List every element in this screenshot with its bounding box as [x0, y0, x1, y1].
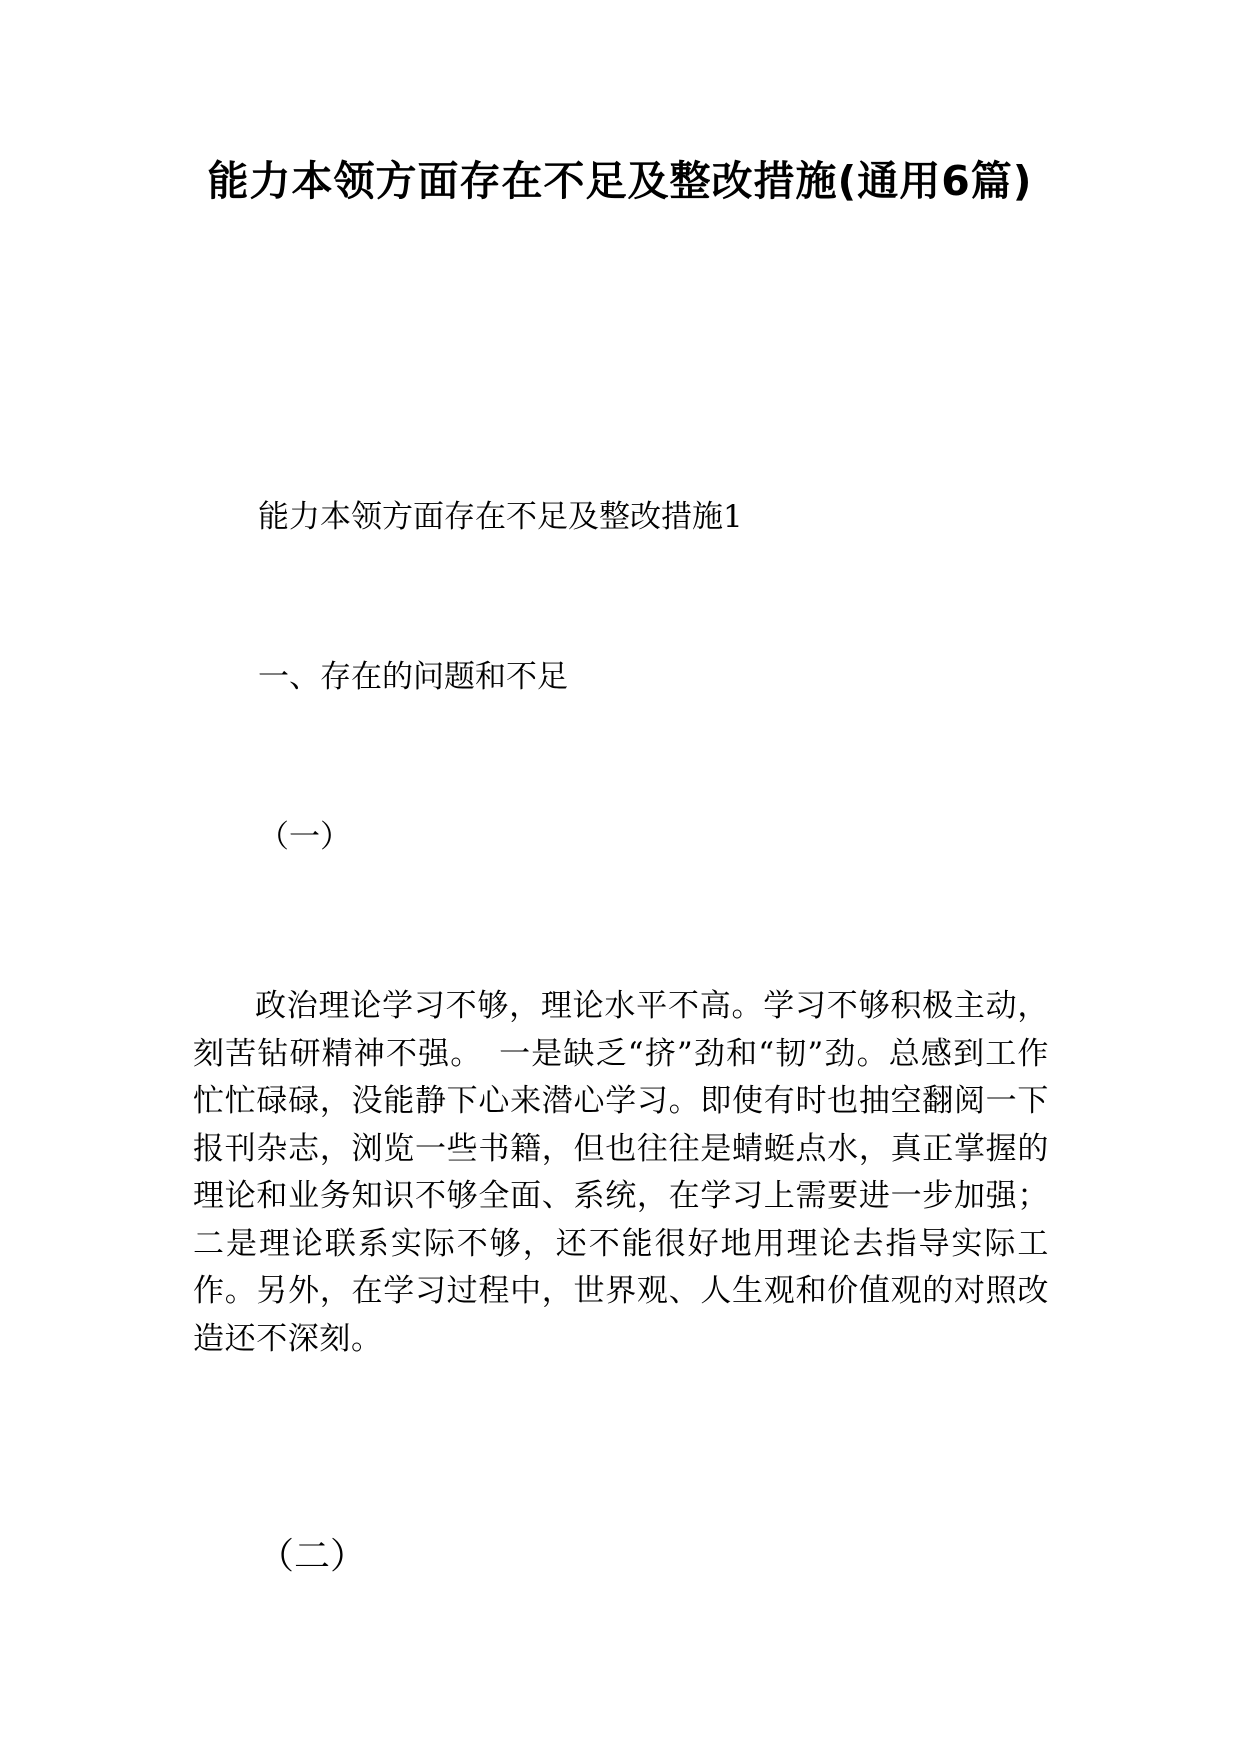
- subsection-marker-1: （一）: [258, 819, 351, 855]
- document-subtitle: 能力本领方面存在不足及整改措施1: [258, 499, 743, 535]
- subsection-marker-2: （二）: [258, 1536, 367, 1577]
- section-heading: 一、存在的问题和不足: [258, 659, 568, 695]
- body-paragraph-1: 政治理论学习不够，理论水平不高。学习不够积极主动，刻苦钻研精神不强。 一是缺乏“挤”劲和“韧”劲。总感到工作忙忙碌碌，没能静下心来潜心学习。即使有时也抽空翻阅一下报刊杂志，浏览一些书籍，但也往往是蜻蜓点水，真正掌握的理论和业务知识不够全面、系统，在学习上需要进一步加强；二是理论联系实际不够，还不能很好地用理论去指导实际工作。另外，在学习过程中，世界观、人生观和价值观的对照改造还不深刻。: [193, 988, 1049, 1357]
- document-title: 能力本领方面存在不足及整改措施(通用6篇): [207, 157, 1033, 205]
